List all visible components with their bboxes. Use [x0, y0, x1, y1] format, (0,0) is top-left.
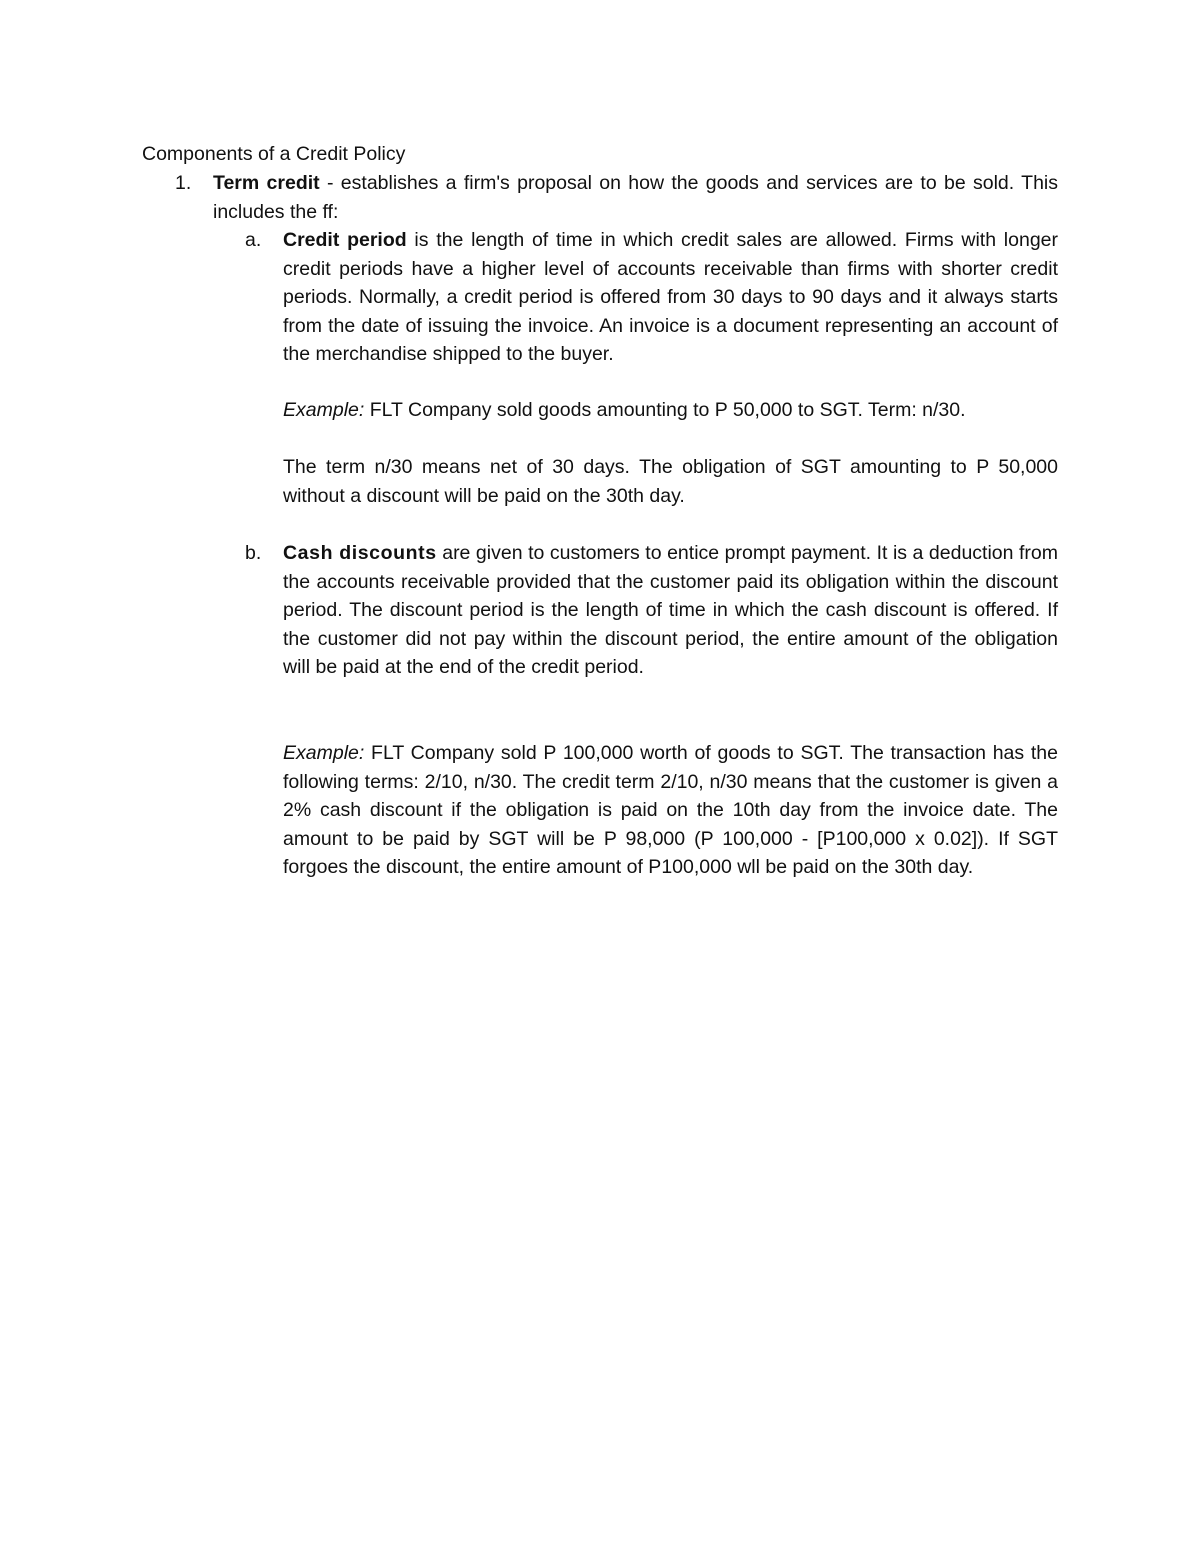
subitem-cash-discounts	[283, 539, 1058, 682]
term-credit-label: Term credit	[213, 172, 320, 194]
example-label: Example:	[283, 742, 365, 764]
credit-period-text: is the length of time in which credit sales are allowed. Firms with longer credit periods have a higher level of accounts receivable than firms with shorter credit periods. Normally, a credit period is offered from 30 days to 90 days and it always starts from the date of issuing the invoice. An invoice is a document representing an account of the merchandise shipped to the buyer.	[283, 229, 1058, 365]
credit-period-example	[283, 396, 1058, 425]
list-marker-1: 1.	[175, 172, 192, 194]
document-title: Components of a Credit Policy	[142, 143, 406, 165]
credit-period-label: Credit period	[283, 229, 407, 251]
list-marker-b: b.	[245, 542, 262, 564]
example-label: Example:	[283, 399, 365, 421]
cash-discounts-text: are given to customers to entice prompt payment. It is a deduction from the accounts receivable provided that the customer paid its obligation within the discount period. The discount period is the length of time in which the cash discount is offered. If the customer did not pay within the discount period, the entire amount of the obligation will be paid at the end of the credit period.	[283, 542, 1059, 678]
list-marker-a: a.	[245, 229, 262, 251]
subitem-credit-period	[283, 226, 1058, 369]
cash-discounts-example	[283, 739, 1058, 882]
cash-discounts-label: Cash discounts	[283, 542, 437, 564]
credit-period-example-text: FLT Company sold goods amounting to P 50,000 to SGT. Term: n/30.	[364, 399, 966, 421]
list-item-term-credit	[213, 169, 1058, 226]
cash-discounts-example-text: FLT Company sold P 100,000 worth of goods to SGT. The transaction has the following terms: 2/10, n/30. The credit term 2/10, n/30 means that the customer is given a 2% cash discount if the obligation is paid on the 10th day from the invoice date. The amount to be paid by SGT will be P 98,000 (P 100,000 - [P100,000 x 0.02]). If SGT forgoes the discount, the entire amount of P100,000 wll be paid on the 30th day.	[283, 742, 1058, 878]
term-credit-text: - establishes a firm's proposal on how the goods and services are to be sold. This includes the ff:	[213, 172, 1059, 223]
credit-period-explanation: The term n/30 means net of 30 days. The obligation of SGT amounting to P 50,000 without a discount will be paid on the 30th day.	[283, 456, 1058, 507]
